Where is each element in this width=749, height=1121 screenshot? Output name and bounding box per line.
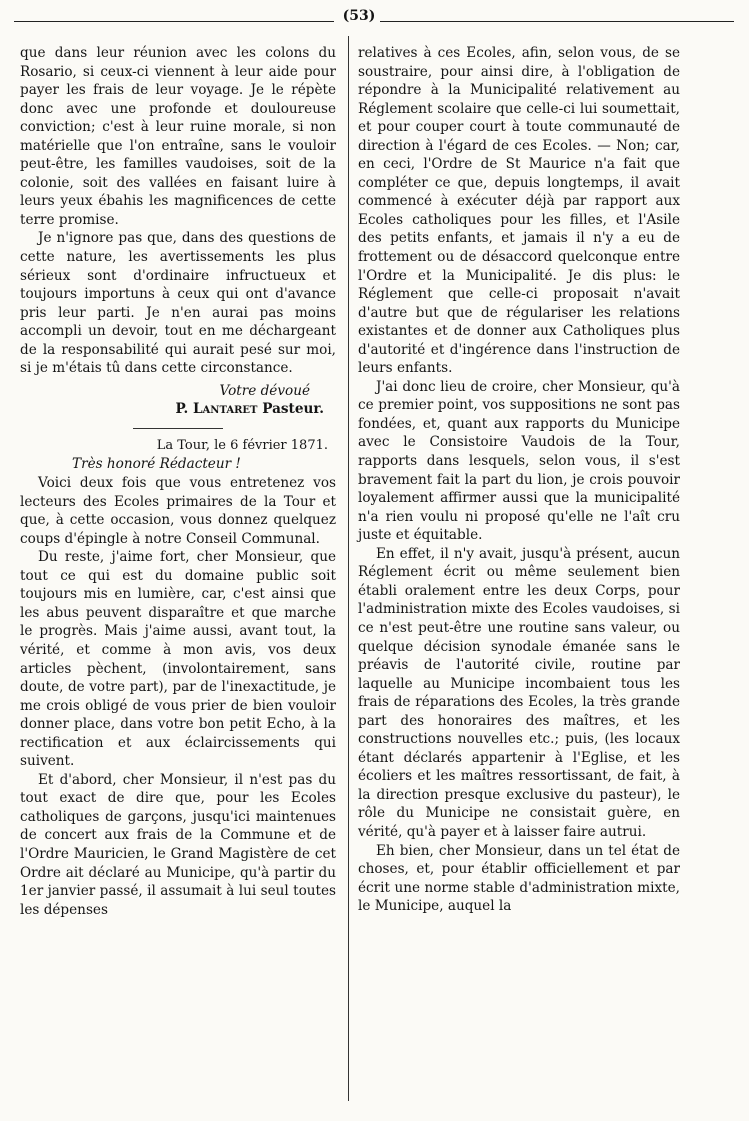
paragraph: Voici deux fois que vous entretenez vos lecteurs des Ecoles primaires de la Tour et que, à cette occasion, vous donnez quelquez coups d'épingle à notre Conseil Communal. — [20, 475, 336, 547]
paragraph: En effet, il n'y avait, jusqu'à présent, aucun Réglement écrit ou même seulement bien établi oralement entre les deux Corps, pour l'administration mixte des Ecoles vaudoises, si ce n'est peut-être une routine sans valeur, ou quelque décision synodale émanée sans le préavis de l'autorité civile, routine par laquelle au Municipe incombaient tous les frais de réparations des Ecoles, la très grande part des honoraires des maîtres, et les constructions nouvelles etc.; puis, (les locaux étant déclarés appartenir à l'Eglise, et les écoliers et les maîtres ressortissant, de fait, à la direction presque exclusive du pasteur), le rôle du Municipe ne consistait guère, en vérité, qu'à payer et à laisser faire autrui. — [358, 545, 680, 840]
left-column — [20, 44, 336, 919]
header-rule-right — [380, 21, 734, 22]
paragraph: relatives à ces Ecoles, afin, selon vous, de se soustraire, pour ainsi dire, à l'obligation de répondre à la Municipalité relativement au Réglement scolaire que celle-ci lui soumettait, et pour couper court à toute communauté de direction à l'égard de ces Ecoles. — Non; car, en ceci, l'Ordre de St Maurice n'a fait que compléter ce que, depuis longtemps, il avait commencé à exécuter déjà par rapport aux Ecoles catholiques pour les filles, et l'Asile des petits enfants, et jamais il n'y a eu de frottement ou de désaccord quelconque entre l'Ordre et la Municipalité. Je dis plus: le Réglement que celle-ci proposait n'avait d'autre but que de régulariser les relations existantes et de donner aux Catholiques plus d'autorité et d'ingérence dans l'instruction de leurs enfants. — [358, 45, 680, 377]
right-column — [358, 44, 680, 916]
paragraph: Je n'ignore pas que, dans des questions de cette nature, les avertissements les plus sérieux sont d'ordinaire infructueux et toujours importuns à ceux qui ont d'avance pris leur parti. Je n'en aurai pas moins accompli un devoir, tout en me déchargeant de la responsabilité qui aurait pesé sur moi, si je m'étais tû dans cette circonstance. — [20, 230, 336, 377]
header-rule-left — [14, 21, 334, 22]
dateline: La Tour, le 6 février 1871. — [156, 437, 328, 453]
section-separator — [133, 428, 223, 429]
paragraph: Du reste, j'aime fort, cher Monsieur, que tout ce qui est du domaine public soit toujours mis en lumière, car, c'est ainsi que les abus peuvent disparaître et que marche le progrès. Mais j'aime aussi, avant tout, la vérité, et comme à mon avis, vos deux articles pèchent, (involontairement, sans doute, de votre part), par de l'inexactitude, je me crois obligé de vous prier de bien vouloir donner place, dans votre bon petit Echo, à la rectification et aux éclaircissements qui suivent. — [20, 549, 336, 770]
paragraph: que dans leur réunion avec les colons du Rosario, si ceux-ci viennent à leur aide pour payer les frais de leur voyage. Je le répète donc avec une profonde et douloureuse conviction; c'est à leur ruine morale, si non matérielle que l'on entraîne, sans le vouloir peut-être, les familles vaudoises, soit de la colonie, soit des vallées en faisant luire à leurs yeux ébahis les magnificences de cette terre promise. — [20, 45, 336, 228]
closing: Votre dévoué — [219, 382, 310, 399]
paragraph: J'ai donc lieu de croire, cher Monsieur, qu'à ce premier point, vos suppositions ne sont pas fondées, et, quant aux rapports du Municipe avec le Consistoire Vaudois de la Tour, rapports dans lesquels, selon vous, il s'est bravement fait la part du lion, je crois pouvoir loyalement affirmer aussi que la municipalité n'a rien voulu ni proposé qu'elle ne l'aît cru juste et équitable. — [358, 378, 680, 544]
paragraph: Eh bien, cher Monsieur, dans un tel état de choses, et, pour établir officiellement et par écrit une norme stable d'administration mixte, le Municipe, auquel la — [358, 842, 680, 915]
column-divider — [348, 36, 349, 1101]
salutation: Très honoré Rédacteur ! — [72, 456, 241, 473]
signature: P. Lantaret Pasteur. — [175, 401, 324, 418]
page-header — [14, 8, 734, 30]
signature-name: Lantaret — [192, 401, 258, 418]
paragraph: Et d'abord, cher Monsieur, il n'est pas du tout exact de dire que, pour les Ecoles catholiques de garçons, jusqu'ici maintenues de concert aux frais de la Commune et de l'Ordre Mauricien, le Grand Magistère de cet Ordre ait déclaré au Municipe, qu'à partir du 1er janvier passé, il assumait à lui seul toutes les dépenses — [20, 771, 336, 918]
page-number: (53) — [342, 8, 376, 24]
